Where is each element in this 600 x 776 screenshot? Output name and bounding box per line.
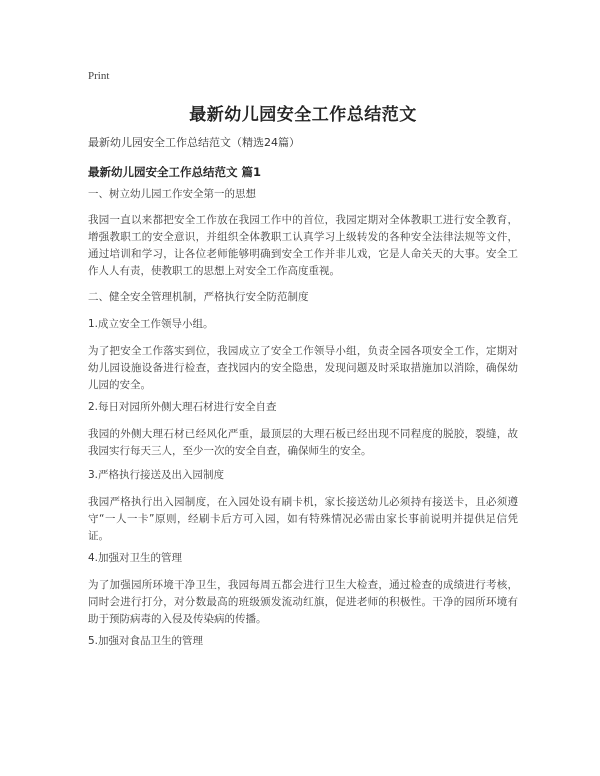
paragraph-2-2: 我园的外侧大理石材已经风化严重，最顶层的大理石板已经出现不同程度的脱胶，裂缝，故我园实行每天三人，至少一次的安全自查，确保师生的安全。 [88, 428, 518, 457]
document-subtitle: 最新幼儿园安全工作总结范文（精选24篇） [88, 136, 300, 149]
section-title: 最新幼儿园安全工作总结范文 篇1 [88, 165, 262, 179]
heading-2: 二、健全安全管理机制，严格执行安全防范制度 [88, 291, 309, 303]
print-label[interactable]: Print [88, 70, 110, 82]
document-title: 最新幼儿园安全工作总结范文 [189, 105, 417, 125]
heading-2-3: 3.严格执行接送及出入园制度 [88, 469, 225, 481]
paragraph-2-1: 为了把安全工作落实到位，我园成立了安全工作领导小组，负责全园各项安全工作，定期对幼儿园设施设备进行检查，查找园内的安全隐患，发现问题及时采取措施加以消除，确保幼儿园的安全。 [88, 345, 518, 391]
heading-2-2: 2.每日对园所外侧大理石材进行安全自查 [88, 401, 277, 413]
heading-2-5: 5.加强对食品卫生的管理 [88, 635, 204, 647]
heading-1: 一、树立幼儿园工作安全第一的思想 [88, 188, 256, 200]
heading-2-1: 1.成立安全工作领导小组。 [88, 318, 214, 330]
heading-2-4: 4.加强对卫生的管理 [88, 552, 183, 564]
paragraph-2-4: 为了加强园所环境干净卫生，我园每周五都会进行卫生大检查，通过检查的成绩进行考核，同时会进行打分，对分数最高的班级颁发流动红旗，促进老师的积极性。干净的园所环境有助于预防病毒的入侵及传染病的传播。 [88, 579, 518, 625]
paragraph-1: 我园一直以来都把安全工作放在我园工作中的首位，我园定期对全体教职工进行安全教育，增强教职工的安全意识，并组织全体教职工认真学习上级转发的各种安全法律法规等文件，通过培训和学习，让各位老师能够明确到安全工作并非儿戏，它是人命关天的大事。安全工作人人有责，使教职工的思想上对安全工作高度重视。 [88, 214, 518, 277]
paragraph-2-3: 我园严格执行出入园制度，在入园处设有刷卡机，家长接送幼儿必须持有接送卡，且必须遵守“一人一卡”原则，经刷卡后方可入园，如有特殊情况必需由家长事前说明并提供足信凭证。 [88, 496, 518, 542]
